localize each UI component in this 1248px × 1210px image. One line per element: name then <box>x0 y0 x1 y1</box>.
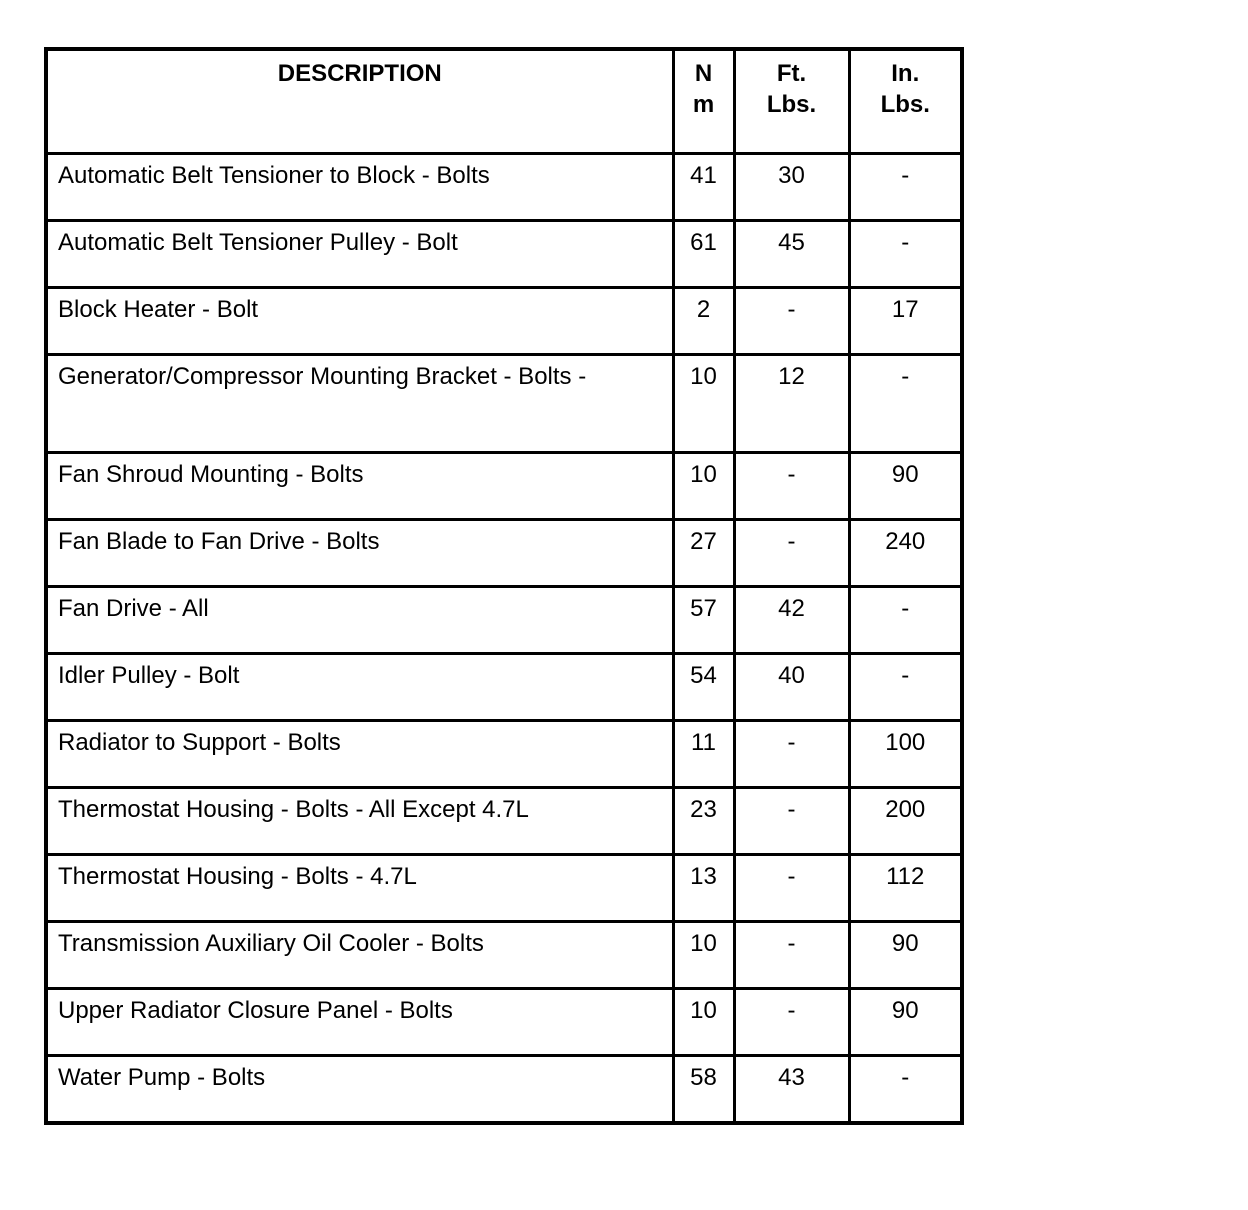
row-nm: 54 <box>673 654 734 721</box>
header-description <box>46 49 673 154</box>
header-nm-line-1: N <box>694 60 713 87</box>
table-row <box>46 587 962 654</box>
row-nm: 27 <box>673 520 734 587</box>
row-in-lbs: 240 <box>849 520 962 587</box>
row-ft-lbs: 12 <box>734 355 849 453</box>
row-description: Fan Drive - All <box>46 587 673 654</box>
row-ft-lbs: 42 <box>734 587 849 654</box>
row-ft-lbs: - <box>734 721 849 788</box>
table-row <box>46 221 962 288</box>
header-nm-line-2: m <box>692 91 715 118</box>
table-row <box>46 788 962 855</box>
row-description: Fan Blade to Fan Drive - Bolts <box>46 520 673 587</box>
row-in-lbs: 90 <box>849 453 962 520</box>
row-in-lbs: 200 <box>849 788 962 855</box>
row-description: Water Pump - Bolts <box>46 1056 673 1124</box>
row-description: Thermostat Housing - Bolts - All Except 4.7L <box>46 788 673 855</box>
header-ft-lbs <box>734 49 849 154</box>
row-nm: 41 <box>673 154 734 221</box>
table-row <box>46 453 962 520</box>
row-in-lbs: - <box>849 221 962 288</box>
row-ft-lbs: 40 <box>734 654 849 721</box>
row-nm: 23 <box>673 788 734 855</box>
row-in-lbs: 90 <box>849 989 962 1056</box>
row-in-lbs: 17 <box>849 288 962 355</box>
row-ft-lbs: 43 <box>734 1056 849 1124</box>
row-nm: 2 <box>673 288 734 355</box>
row-in-lbs: - <box>849 154 962 221</box>
row-in-lbs: - <box>849 654 962 721</box>
table-row <box>46 1056 962 1124</box>
row-nm: 10 <box>673 922 734 989</box>
table-row <box>46 288 962 355</box>
header-ft-lbs-line-2: Lbs. <box>766 91 817 118</box>
row-ft-lbs: 30 <box>734 154 849 221</box>
row-in-lbs: 100 <box>849 721 962 788</box>
row-ft-lbs: - <box>734 922 849 989</box>
torque-specifications-table <box>44 47 964 1125</box>
row-ft-lbs: - <box>734 453 849 520</box>
table-row <box>46 922 962 989</box>
row-nm: 13 <box>673 855 734 922</box>
row-in-lbs: - <box>849 1056 962 1124</box>
row-description: Radiator to Support - Bolts <box>46 721 673 788</box>
table-header-row <box>46 49 962 154</box>
row-ft-lbs: 45 <box>734 221 849 288</box>
table-row <box>46 355 962 453</box>
header-in-lbs-line-2: Lbs. <box>880 91 930 118</box>
header-in-lbs-line-1: In. <box>891 60 920 87</box>
row-description: Block Heater - Bolt <box>46 288 673 355</box>
row-description: Fan Shroud Mounting - Bolts <box>46 453 673 520</box>
row-ft-lbs: - <box>734 788 849 855</box>
row-nm: 11 <box>673 721 734 788</box>
row-ft-lbs: - <box>734 520 849 587</box>
table-row <box>46 520 962 587</box>
row-description: Generator/Compressor Mounting Bracket - Bolts - <box>46 355 673 453</box>
table-row <box>46 989 962 1056</box>
row-nm: 61 <box>673 221 734 288</box>
row-nm: 10 <box>673 989 734 1056</box>
table-row <box>46 654 962 721</box>
row-ft-lbs: - <box>734 288 849 355</box>
row-description: Idler Pulley - Bolt <box>46 654 673 721</box>
header-description-label: DESCRIPTION <box>277 60 442 87</box>
header-ft-lbs-line-1: Ft. <box>776 60 807 87</box>
table-row <box>46 855 962 922</box>
header-nm <box>673 49 734 154</box>
row-description: Thermostat Housing - Bolts - 4.7L <box>46 855 673 922</box>
row-in-lbs: - <box>849 355 962 453</box>
row-description: Automatic Belt Tensioner to Block - Bolts <box>46 154 673 221</box>
row-nm: 57 <box>673 587 734 654</box>
header-in-lbs <box>849 49 962 154</box>
table-row <box>46 721 962 788</box>
row-ft-lbs: - <box>734 855 849 922</box>
row-in-lbs: 90 <box>849 922 962 989</box>
row-description: Automatic Belt Tensioner Pulley - Bolt <box>46 221 673 288</box>
row-nm: 10 <box>673 355 734 453</box>
row-ft-lbs: - <box>734 989 849 1056</box>
table-row <box>46 154 962 221</box>
row-in-lbs: 112 <box>849 855 962 922</box>
row-nm: 58 <box>673 1056 734 1124</box>
row-description: Transmission Auxiliary Oil Cooler - Bolts <box>46 922 673 989</box>
row-in-lbs: - <box>849 587 962 654</box>
row-description: Upper Radiator Closure Panel - Bolts <box>46 989 673 1056</box>
row-nm: 10 <box>673 453 734 520</box>
